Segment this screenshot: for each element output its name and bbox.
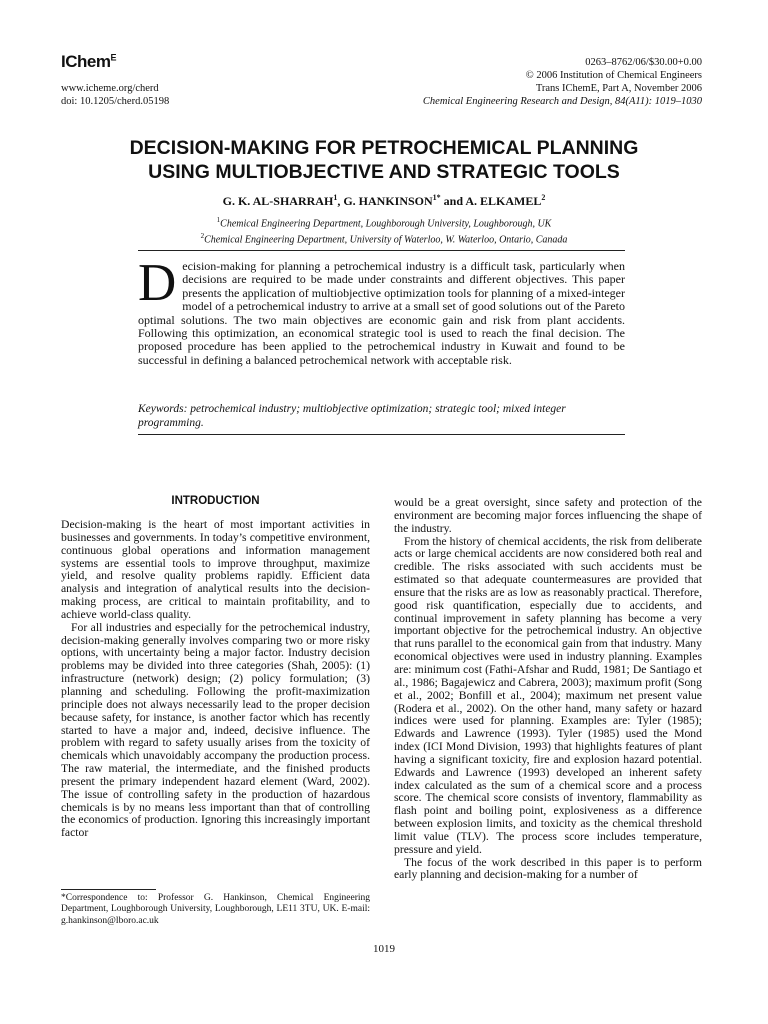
journal-citation: Chemical Engineering Research and Design, 84(A11): 1019–1030 bbox=[422, 96, 702, 107]
correspondence-footnote: *Correspondence to: Professor G. Hankinson, Chemical Engineering Department, Loughborough University, Loughborough, LE11 3TU, UK. E-mail: g.hankinson@lboro.ac.uk bbox=[61, 893, 370, 926]
footnote-rule bbox=[61, 889, 156, 890]
paragraph: For all industries and especially for the petrochemical industry, decision-making generally involves comparing two or more risky options, with uncertainty being a major factor. Industry decision problems may be divided into three categories (Shah, 2005): (1) infrastructure (network) design; (2) policy formulation; (3) planning and scheduling. Following the profit-maximization principle does not always necessarily lead to the proper decision because safety, for instance, is another factor which has recently started to have a major and, indeed, decisive influence. The problem with regard to safety usually arises from the toxicity of chemicals which unavoidably accompany the production process. The raw material, the intermediate, and the finished products present the primary independent hazard element (Ward, 2002). The issue of controlling safety in the production of hazardous chemicals is by no means less important than that of controlling the economics of production. Ignoring this increasingly important factor bbox=[61, 620, 370, 840]
page-number: 1019 bbox=[373, 943, 395, 955]
right-column bbox=[394, 497, 702, 882]
affiliation-2 bbox=[0, 230, 768, 246]
author-1-affil-mark: 1 bbox=[333, 193, 338, 202]
author-2: G. HANKINSON bbox=[343, 194, 433, 208]
paper-title bbox=[40, 136, 728, 184]
logo-text: IChem bbox=[61, 52, 111, 71]
affiliations bbox=[0, 214, 768, 247]
copyright: © 2006 Institution of Chemical Engineers bbox=[525, 70, 702, 81]
affiliation-2-text: Chemical Engineering Department, University of Waterloo, W. Waterloo, Ontario, Canada bbox=[204, 234, 568, 246]
journal-url[interactable]: www.icheme.org/cherd bbox=[61, 83, 159, 94]
author-1: G. K. AL-SHARRAH bbox=[222, 194, 334, 208]
keywords: Keywords: petrochemical industry; multiobjective optimization; strategic tool; mixed integer programming. bbox=[138, 403, 566, 429]
affiliation-1-mark: 1 bbox=[216, 216, 221, 224]
paragraph: From the history of chemical accidents, the risk from deliberate acts or large chemical accidents are now considered both real and credible. The risks associated with such accidents must be estimated so that adequate countermeasures are provided that ensure that the risks are as low as reasonably practical. Therefore, good risk quantification, especially due to accidents, and continual improvement in safety planning has become a very important objective for the petrochemical industry. An objective that runs parallel to the economical gain from that industry. Many economical objectives were used in industry planning. Examples are: minimum cost (Fathi-Afshar and Rudd, 1981; De Santiago et al., 1986; Bagajewicz and Cabrera, 2003); maximum profit (Song et al., 2002; Bonfill et al., 2004); maximum net present value (Rodera et al., 2002). On the other hand, many safety or hazard indices were used for planning. Examples are: Tyler (1985); Edwards and Lawrence (1993). Tyler (1985) used the Mond index (ICI Mond Division, 1993) that highlights features of plant having a significant toxicity, fire and explosion hazard potential. Edwards and Lawrence (1993) developed an inherent safety index calculated as the sum of a chemical score and a process score. The chemical score consists of inventory, flammability as flash point and boiling point, explosiveness as a difference between explosion limits, and toxicity as the chemical threshold limit value (TLV). The process score includes temperature, pressure and yield. bbox=[394, 534, 702, 856]
title-line-2: USING MULTIOBJECTIVE AND STRATEGIC TOOLS bbox=[148, 161, 620, 183]
header-left bbox=[61, 82, 169, 108]
author-3-affil-mark: 2 bbox=[541, 193, 546, 202]
abstract-bottom-rule bbox=[138, 434, 625, 435]
affiliation-2-mark: 2 bbox=[200, 232, 205, 241]
logo-superscript: E bbox=[110, 52, 116, 63]
affiliation-1 bbox=[0, 214, 768, 230]
abstract bbox=[138, 254, 625, 367]
abstract-top-rule bbox=[138, 250, 625, 251]
issn-price: 0263–8762/06/$30.00+0.00 bbox=[585, 57, 702, 68]
section-heading-introduction: INTRODUCTION bbox=[171, 495, 260, 507]
left-column bbox=[61, 519, 370, 840]
paragraph: Decision-making is the heart of most important activities in businesses and governments. In today’s competitive environment, continuous global operations and information management systems are essential tools to improve throughput, maximize yield, and resolve quality problems rapidly. Efficient data analysis and integration of analytical results into the decision-making process, are critical to maintain profitability, and to achieve world-class quality. bbox=[61, 518, 370, 621]
affiliation-1-text: Chemical Engineering Department, Loughborough University, Loughborough, UK bbox=[220, 218, 552, 230]
author-separator: , bbox=[337, 194, 344, 208]
abstract-dropcap: D bbox=[138, 254, 177, 312]
author-list bbox=[0, 193, 768, 209]
transactions: Trans IChemE, Part A, November 2006 bbox=[535, 83, 702, 94]
paragraph: The focus of the work described in this paper is to perform early planning and decision-making for a number of bbox=[394, 855, 702, 882]
journal-logo bbox=[61, 52, 116, 72]
paragraph: would be a great oversight, since safety and protection of the environment are becoming major forces influencing the shape of the industry. bbox=[394, 496, 702, 535]
doi: doi: 10.1205/cherd.05198 bbox=[61, 96, 170, 107]
author-2-affil-mark: 1* bbox=[432, 193, 441, 202]
author-separator: and bbox=[440, 194, 466, 208]
author-3: A. ELKAMEL bbox=[465, 194, 542, 208]
abstract-text: ecision-making for planning a petrochemical industry is a difficult task, particularly when decisions are required to be made under constraints and different objectives. This paper presents the application of multiobjective optimization tools for planning of a mixed-integer model of a petrochemical industry to arrive at a small set of good solutions out of the Pareto optimal solutions. The two main objectives are economic gain and risk from plant accidents. Following this optimization, an economical strategic tool is used to reach the final decision. The proposed procedure has been applied to the petrochemical industry in Kuwait and found to be successful in defining a balanced petrochemical network with acceptable risk. bbox=[138, 259, 625, 367]
header-right bbox=[423, 56, 702, 108]
title-line-1: DECISION-MAKING FOR PETROCHEMICAL PLANNING bbox=[129, 137, 639, 159]
